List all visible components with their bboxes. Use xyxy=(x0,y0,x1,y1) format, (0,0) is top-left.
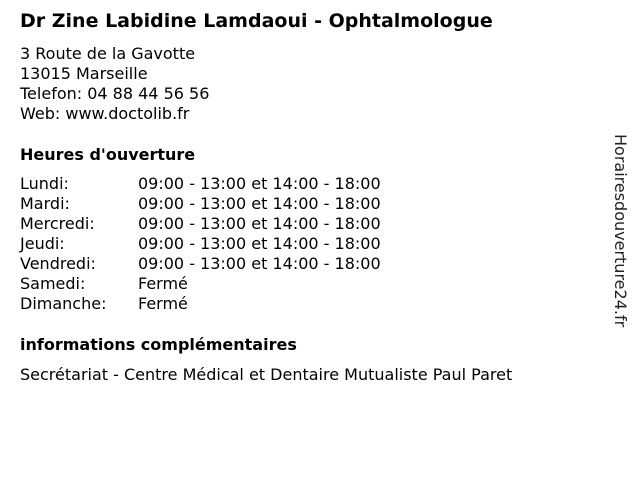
city-postal: 13015 Marseille xyxy=(20,64,148,83)
day-label: Mercredi: xyxy=(20,214,95,233)
hours-row xyxy=(20,274,381,294)
hours-table xyxy=(20,174,381,314)
hours-row xyxy=(20,214,381,234)
page-title: Dr Zine Labidine Lamdaoui - Ophtalmologue xyxy=(20,10,493,32)
hours-row xyxy=(20,234,381,254)
phone-number: Telefon: 04 88 44 56 56 xyxy=(20,84,210,103)
day-label: Lundi: xyxy=(20,174,69,193)
day-label: Samedi: xyxy=(20,274,86,293)
website: Web: www.doctolib.fr xyxy=(20,104,190,123)
day-label: Jeudi: xyxy=(20,234,65,253)
site-watermark: Horairesdouverture24.fr xyxy=(611,134,630,328)
hours-row xyxy=(20,194,381,214)
address-block xyxy=(20,44,209,124)
time-range: 09:00 - 13:00 et 14:00 - 18:00 xyxy=(138,234,381,253)
hours-row xyxy=(20,254,381,274)
day-label: Vendredi: xyxy=(20,254,96,273)
time-range: 09:00 - 13:00 et 14:00 - 18:00 xyxy=(138,194,381,213)
hours-row xyxy=(20,174,381,194)
time-range: 09:00 - 13:00 et 14:00 - 18:00 xyxy=(138,254,381,273)
day-label: Dimanche: xyxy=(20,294,107,313)
time-range: 09:00 - 13:00 et 14:00 - 18:00 xyxy=(138,214,381,233)
time-range: Fermé xyxy=(138,274,188,293)
hours-heading: Heures d'ouverture xyxy=(20,145,196,164)
info-text: Secrétariat - Centre Médical et Dentaire Mutualiste Paul Paret xyxy=(20,365,513,384)
day-label: Mardi: xyxy=(20,194,70,213)
hours-row xyxy=(20,294,381,314)
info-heading: informations complémentaires xyxy=(20,335,297,354)
street-address: 3 Route de la Gavotte xyxy=(20,44,196,63)
time-range: 09:00 - 13:00 et 14:00 - 18:00 xyxy=(138,174,381,193)
time-range: Fermé xyxy=(138,294,188,313)
